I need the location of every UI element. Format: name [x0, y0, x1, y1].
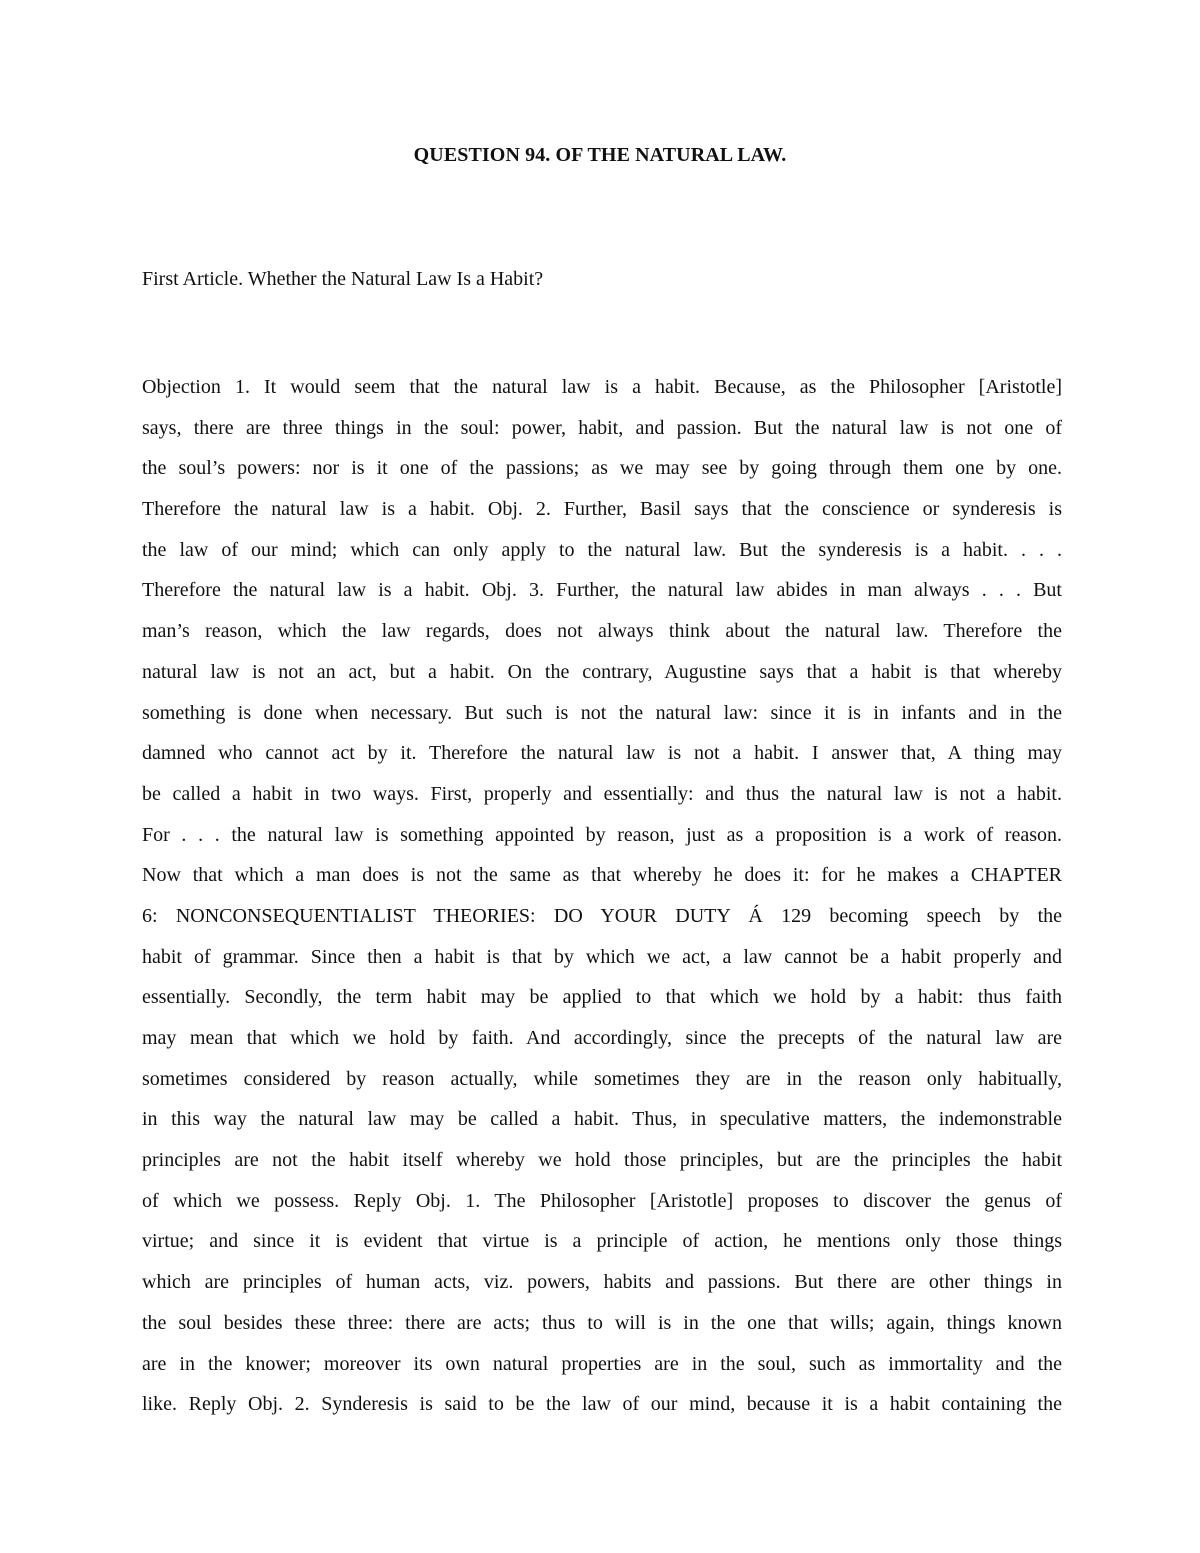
- body-paragraph: [142, 367, 1062, 1425]
- text-line: 6: NONCONSEQUENTIALIST THEORIES: DO YOUR DUTY Á 129 becoming speech by the: [142, 904, 1062, 927]
- text-line: man’s reason, which the law regards, does not always think about the natural law. Therefore the: [142, 620, 1062, 643]
- text-line: Therefore the natural law is a habit. Obj. 3. Further, the natural law abides in man always . . . But: [142, 579, 1062, 602]
- text-line: in this way the natural law may be called a habit. Thus, in speculative matters, the indemonstrable: [142, 1108, 1062, 1131]
- text-line: says, there are three things in the soul: power, habit, and passion. But the natural law is not one of: [142, 416, 1062, 439]
- text-line: essentially. Secondly, the term habit may be applied to that which we hold by a habit: thus faith: [142, 986, 1062, 1009]
- text-line: virtue; and since it is evident that virtue is a principle of action, he mentions only those things: [142, 1230, 1062, 1253]
- text-line: be called a habit in two ways. First, properly and essentially: and thus the natural law is not a habit.: [142, 782, 1062, 805]
- text-line: the soul besides these three: there are acts; thus to will is in the one that wills; again, things known: [142, 1311, 1062, 1334]
- text-line: are in the knower; moreover its own natural properties are in the soul, such as immortality and the: [142, 1352, 1062, 1375]
- text-line: the soul’s powers: nor is it one of the passions; as we may see by going through them one by one.: [142, 457, 1062, 480]
- text-line: the law of our mind; which can only apply to the natural law. But the synderesis is a habit. . . .: [142, 538, 1062, 561]
- article-heading: First Article. Whether the Natural Law Is a Habit?: [142, 268, 544, 290]
- text-line: something is done when necessary. But such is not the natural law: since it is in infants and in the: [142, 701, 1062, 724]
- text-line: like. Reply Obj. 2. Synderesis is said to be the law of our mind, because it is a habit containing the: [142, 1393, 1062, 1416]
- text-line: Now that which a man does is not the same as that whereby he does it: for he makes a CHAPTER: [142, 864, 1062, 887]
- text-line: sometimes considered by reason actually, while sometimes they are in the reason only habitually,: [142, 1067, 1062, 1090]
- page-title: QUESTION 94. OF THE NATURAL LAW.: [413, 144, 787, 166]
- text-line: may mean that which we hold by faith. And accordingly, since the precepts of the natural law are: [142, 1027, 1062, 1049]
- text-line: of which we possess. Reply Obj. 1. The Philosopher [Aristotle] proposes to discover the genus of: [142, 1189, 1062, 1212]
- text-line: habit of grammar. Since then a habit is that by which we act, a law cannot be a habit properly and: [142, 945, 1062, 968]
- text-line: principles are not the habit itself whereby we hold those principles, but are the principles the habit: [142, 1149, 1062, 1172]
- text-line: For . . . the natural law is something appointed by reason, just as a proposition is a work of reason.: [142, 823, 1062, 846]
- text-line: Objection 1. It would seem that the natural law is a habit. Because, as the Philosopher [Aristotle]: [142, 376, 1062, 398]
- text-line: Therefore the natural law is a habit. Obj. 2. Further, Basil says that the conscience or synderesis is: [142, 498, 1062, 521]
- text-line: natural law is not an act, but a habit. On the contrary, Augustine says that a habit is that whereby: [142, 660, 1062, 683]
- text-line: damned who cannot act by it. Therefore the natural law is not a habit. I answer that, A thing may: [142, 742, 1062, 765]
- text-line: which are principles of human acts, viz. powers, habits and passions. But there are other things in: [142, 1271, 1062, 1294]
